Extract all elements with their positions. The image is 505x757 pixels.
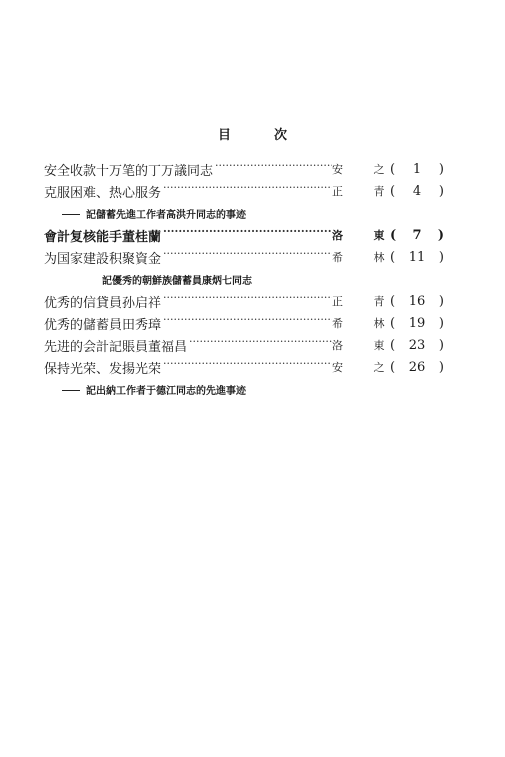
toc-entry-title: 保持光荣、发揚光荣	[44, 361, 162, 377]
paren-close: )	[438, 337, 444, 353]
page-number: 19	[408, 315, 426, 331]
table-of-contents	[44, 158, 444, 400]
toc-entry-author-second: 之	[373, 361, 385, 374]
toc-entry-page	[390, 294, 444, 309]
paren-close: )	[438, 315, 444, 331]
toc-entry-title: 为国家建設积聚資金	[44, 251, 162, 267]
toc-entry-title: 會計复核能手董桂蘭	[44, 229, 162, 245]
em-dash	[62, 214, 80, 215]
paren-open: (	[390, 337, 396, 353]
paren-open: (	[390, 227, 397, 243]
toc-entry-title: 优秀的信貸員孙启祥	[44, 295, 162, 311]
paren-open: (	[390, 249, 396, 265]
toc-entry[interactable]	[44, 246, 444, 268]
toc-entry-author-first: 正	[332, 185, 343, 198]
paren-open: (	[390, 315, 396, 331]
toc-entry-author-second: 東	[373, 229, 385, 242]
dot-leader	[163, 228, 332, 242]
toc-entry[interactable]	[44, 290, 444, 312]
paren-open: (	[390, 183, 396, 199]
toc-entry[interactable]	[44, 356, 444, 378]
toc-entry-page	[390, 228, 444, 243]
paren-open: (	[390, 161, 396, 177]
toc-entry-subtitle	[44, 378, 444, 400]
toc-entry-author-first: 正	[332, 295, 343, 308]
toc-entry-title: 克服困难、热心服务	[44, 185, 162, 201]
toc-entry[interactable]	[44, 224, 444, 246]
paren-close: )	[438, 359, 444, 375]
paren-close: )	[438, 161, 444, 177]
dot-leader	[163, 316, 332, 330]
subtitle-text: 記儲蓄先進工作者高洪升同志的事迹	[86, 209, 246, 221]
toc-entry-author-second: 青	[373, 185, 385, 198]
page-number: 11	[408, 249, 426, 265]
dot-leader	[163, 250, 332, 264]
page-number: 23	[408, 337, 426, 353]
toc-entry-author-first: 希	[332, 251, 343, 264]
toc-entry-author-first: 安	[332, 163, 343, 176]
page-number: 4	[412, 183, 422, 199]
toc-entry-title: 安全收款十万笔的丁万議同志	[44, 163, 214, 179]
paren-close: )	[437, 227, 444, 243]
em-dash	[62, 390, 80, 391]
dot-leader	[163, 294, 332, 308]
toc-entry-title: 优秀的儲蓄員田秀璋	[44, 317, 162, 333]
toc-entry-title: 先进的会計記賬員董福昌	[44, 339, 188, 355]
toc-entry-page	[390, 250, 444, 265]
toc-entry-page	[390, 162, 444, 177]
toc-entry-subtitle	[44, 268, 444, 290]
title-char-1: 目	[217, 128, 231, 143]
paren-close: )	[438, 183, 444, 199]
toc-entry-author-second: 林	[373, 251, 385, 264]
paren-close: )	[438, 293, 444, 309]
page-title	[0, 124, 505, 143]
toc-entry-page	[390, 338, 444, 353]
toc-entry-page	[390, 184, 444, 199]
toc-entry-author-first: 安	[332, 361, 343, 374]
toc-entry-author-second: 之	[373, 163, 385, 176]
toc-entry-page	[390, 360, 444, 375]
toc-entry-author-first: 希	[332, 317, 343, 330]
dot-leader	[189, 338, 332, 352]
toc-entry[interactable]	[44, 312, 444, 334]
page-number: 26	[408, 359, 426, 375]
toc-entry[interactable]	[44, 334, 444, 356]
toc-entry-author-first: 洛	[332, 339, 343, 352]
page-number: 16	[408, 293, 426, 309]
page-number: 7	[412, 227, 422, 243]
toc-entry-page	[390, 316, 444, 331]
toc-entry-author-second: 林	[373, 317, 385, 330]
page-number: 1	[412, 161, 422, 177]
title-char-2: 次	[273, 128, 287, 143]
toc-entry[interactable]	[44, 158, 444, 180]
paren-open: (	[390, 359, 396, 375]
toc-entry-author-second: 東	[373, 339, 385, 352]
paren-open: (	[390, 293, 396, 309]
toc-entry-author-second: 青	[373, 295, 385, 308]
subtitle-text: 記出納工作者于德江同志的先進事迹	[86, 385, 246, 397]
subtitle-text: 記優秀的朝鮮族儲蓄員康炳七同志	[102, 275, 252, 287]
paren-close: )	[438, 249, 444, 265]
dot-leader	[215, 162, 332, 176]
toc-entry[interactable]	[44, 180, 444, 202]
toc-entry-author-first: 洛	[332, 229, 343, 242]
dot-leader	[163, 360, 332, 374]
dot-leader	[163, 184, 332, 198]
toc-entry-subtitle	[44, 202, 444, 224]
